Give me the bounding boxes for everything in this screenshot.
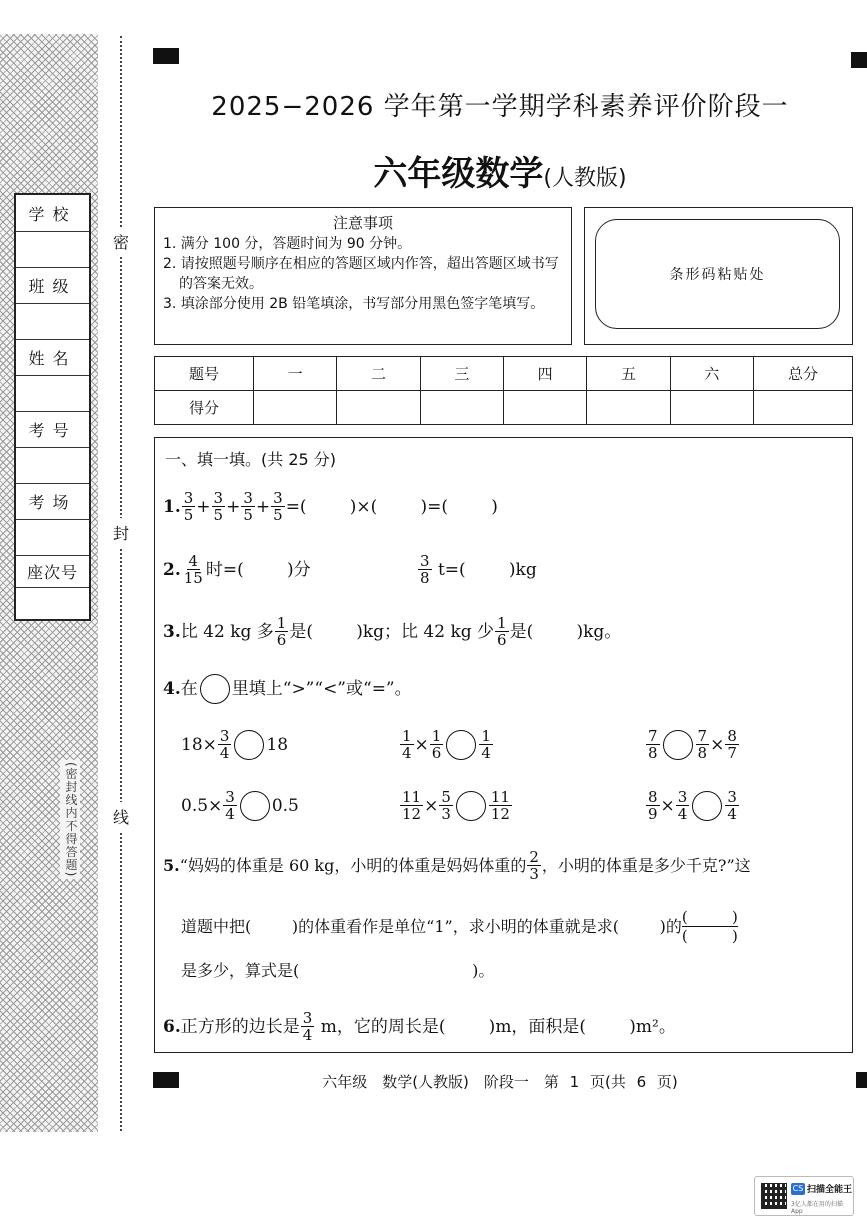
compare-item: $\frac{7}{8}$ $\frac{7}{8}$ × $\frac{8}{7}$ [648,727,737,762]
score-header-row [155,357,853,391]
compare-circle-icon [200,674,230,704]
fraction: $\frac{1}{6}$ [276,614,287,649]
compare-circle-input[interactable] [663,730,693,760]
score-cell[interactable] [670,391,753,425]
answer-blanks[interactable]: 是( )kg；比 42 kg 少 [289,621,495,642]
compare-item: $\frac{1}{4}$ × $\frac{1}{6}$ $\frac{1}{4}$ [402,727,491,762]
seal-dotted-line [120,36,122,1131]
field-class-input[interactable] [16,303,89,339]
answer-blanks[interactable]: =( )×( )=( ) [285,496,498,517]
section-title: 一、填一填。(共 25 分) [165,450,337,469]
question-number: 6. [163,1016,181,1037]
question-number: 2. [163,559,181,580]
notice-item: 2. 请按照题号顺序在相应的答题区域内作答，超出答题区域书写的答案无效。 [163,256,559,292]
score-row-label: 得分 [155,391,254,425]
question-number: 3. [163,621,181,642]
exam-title: 2025−2026 学年第一学期学科素养评价阶段一 [211,92,789,122]
answer-blanks[interactable]: 时=( )分 [205,559,311,580]
question-2b [417,553,537,586]
seal-char-mi: 密 [111,227,131,256]
barcode-label: 条形码粘贴处 [595,219,840,329]
fraction: $\frac{3}{5}$ [273,489,283,524]
question-5-line2 [181,908,738,945]
fraction: $\frac{4}{15}$ [183,552,203,587]
student-info-table [14,193,91,621]
qr-code-icon [761,1183,787,1209]
question-number: 5. [163,855,180,875]
score-cell[interactable] [254,391,337,425]
score-header-cell: 三 [420,357,503,391]
question-5: 5. “妈妈的体重是 60 kg，小明的体重是妈妈体重的 $\frac{2}{3}$ ，小明的体重是多少千克?”这 [163,848,751,883]
answer-blanks[interactable]: 道题中把( )的体重看作是单位“1”，求小明的体重就是求( )的 [181,916,682,936]
watermark-subtitle: 3亿人都在用的扫描App [791,1201,843,1215]
notice-box [154,207,572,345]
question-4: 4. 在 里填上“>”“<”或“=”。 [163,674,412,704]
compare-item: 0.5× $\frac{3}{4}$ 0.5 [181,788,299,823]
score-header-cell: 四 [503,357,586,391]
score-table [154,356,853,425]
compare-item: $\frac{8}{9}$ × $\frac{3}{4}$ $\frac{3}{4}$ [648,788,737,823]
field-school-label: 学校 [28,204,77,224]
scanner-watermark [754,1176,854,1216]
compare-circle-input[interactable] [240,791,270,821]
score-value-row [155,391,853,425]
blank-fraction[interactable]: ( ) ( ) [681,908,738,945]
subject-edition: (人教版) [543,166,627,191]
score-header-cell: 二 [337,357,420,391]
score-cell[interactable] [337,391,420,425]
fraction: $\frac{3}{8}$ [420,552,430,587]
watermark-name: 扫描全能王 [807,1185,853,1195]
score-cell[interactable] [420,391,503,425]
question-1: 1. $\frac{3}{5}$ + $\frac{3}{5}$ + $\frac{3}{5}$ + $\frac{3}{5}$ =( )×( )=( ) [163,489,498,524]
field-name-input[interactable] [16,375,89,411]
notice-item: 1. 满分 100 分，答题时间为 90 分钟。 [163,236,412,252]
question-2 [163,553,311,586]
registration-mark-top-left [153,48,179,64]
seal-warning-note: (密封线内不得答题) [60,760,80,879]
notice-title: 注意事项 [332,214,393,232]
compare-circle-input[interactable] [234,730,264,760]
score-header-cell: 题号 [155,357,254,391]
answer-blanks[interactable]: 是多少，算式是( )。 [181,961,495,980]
seal-char-xian: 线 [111,802,131,831]
score-header-cell: 总分 [754,357,853,391]
camscanner-logo-icon: CS [792,1184,804,1193]
score-header-cell: 五 [587,357,670,391]
fraction: $\frac{3}{5}$ [183,489,194,524]
compare-circle-input[interactable] [456,791,486,821]
field-school-input[interactable] [16,231,89,267]
answer-blanks[interactable]: t=( )kg [432,559,537,580]
fraction: $\frac{1}{6}$ [497,614,507,649]
score-cell[interactable] [503,391,586,425]
fraction: $\frac{3}{5}$ [243,489,253,524]
score-cell[interactable] [754,391,853,425]
score-header-cell: 六 [670,357,753,391]
question-3: 3. 比 42 kg 多 $\frac{1}{6}$ 是( )kg；比 42 kg 少 $\frac{1}{6}$ 是( )kg。 [163,614,622,649]
answer-blanks[interactable]: 是( )kg。 [509,621,622,642]
subject-name: 六年级数学 [373,154,544,194]
registration-mark-top-right [851,52,867,68]
compare-circle-input[interactable] [446,730,476,760]
compare-item: $\frac{11}{12}$ × $\frac{5}{3}$ $\frac{11}{12}$ [402,788,510,823]
fraction: $\frac{3}{4}$ [302,1009,313,1044]
field-room-input[interactable] [16,519,89,555]
question-number: 1. [163,496,181,517]
subject-title [160,146,840,195]
question-section-box [154,437,853,1053]
field-seat-input[interactable] [16,587,89,619]
field-class-label: 班级 [16,267,89,303]
fraction: $\frac{2}{3}$ [529,848,539,883]
field-examno-input[interactable] [16,447,89,483]
fraction: $\frac{3}{5}$ [213,489,224,524]
registration-mark-bottom-right [856,1072,867,1088]
barcode-area [584,207,853,345]
question-6: 6. 正方形的边长是 $\frac{3}{4}$ m，它的周长是( )m，面积是( )m²。 [163,1009,676,1044]
field-name-label: 姓名 [16,339,89,375]
field-examno-label: 考号 [16,411,89,447]
notice-item: 3. 填涂部分使用 2B 铅笔填涂，书写部分用黑色签字笔填写。 [163,296,545,312]
answer-blanks[interactable]: m，它的周长是( )m，面积是( )m²。 [315,1016,676,1037]
field-seat-label: 座次号 [16,555,89,587]
compare-circle-input[interactable] [692,791,722,821]
question-5-line3 [181,960,494,982]
compare-item: 18× $\frac{3}{4}$ 18 [181,727,289,762]
score-header-cell: 一 [254,357,337,391]
field-room-label: 考场 [16,483,89,519]
seal-char-feng: 封 [111,518,131,547]
page-footer: 六年级 数学(人教版) 阶段一 第 1 页(共 6 页) [322,1073,678,1091]
question-number: 4. [163,679,181,699]
score-cell[interactable] [587,391,670,425]
